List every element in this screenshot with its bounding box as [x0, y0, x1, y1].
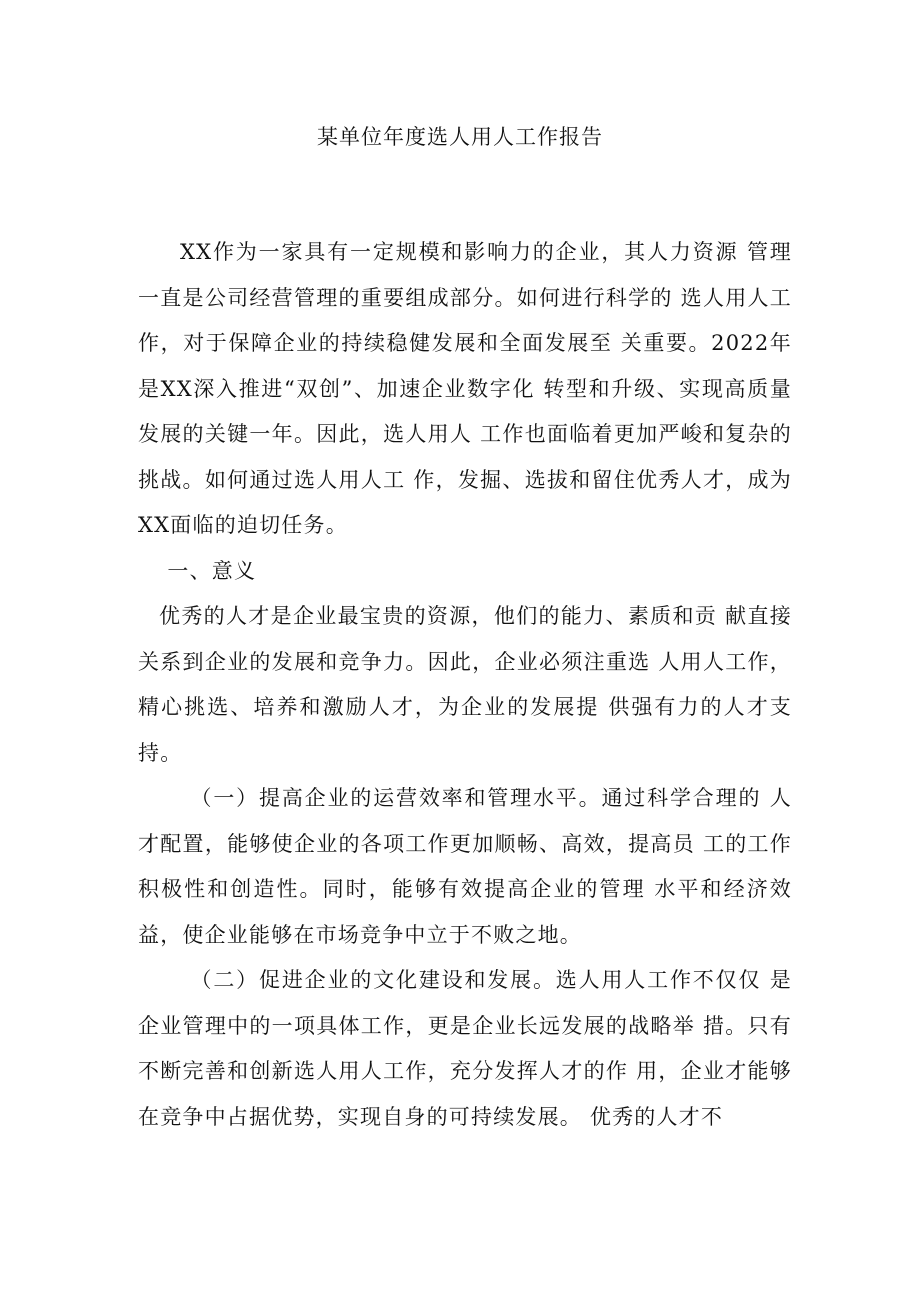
document-body: [138, 230, 792, 1140]
paragraph-point-two: （二）促进企业的文化建设和发展。选人用人工作不仅仅 是企业管理中的一项具体工作，更是企业长远发展的战略举 措。只有不断完善和创新选人用人工作，充分发挥人才的作 用，企业才能够在竞争中占据优势，实现自身的可持续发展。 优秀的人才不: [138, 968, 792, 1129]
paragraph-point-one: （一）提高企业的运营效率和管理水平。通过科学合理的 人才配置，能够使企业的各项工作更加顺畅、高效，提高员 工的工作积极性和创造性。同时，能够有效提高企业的管理 水平和经济效益，使企业能够在市场竞争中立于不败之地。: [138, 786, 792, 947]
paragraph-intro: XX作为一家具有一定规模和影响力的企业，其人力资源 管理一直是公司经营管理的重要组成部分。如何进行科学的 选人用人工作，对于保障企业的持续稳健发展和全面发展至 关重要。2022年是XX深入推进“双创”、加速企业数字化 转型和升级、实现高质量发展的关键一年。因此，选人用人 工作也面临着更加严峻和复杂的挑战。如何通过选人用人工 作，发掘、选拔和留住优秀人才，成为XX面临的迫切任务。: [138, 240, 792, 537]
section-heading-significance: 一、意义: [167, 558, 257, 583]
paragraph-significance: 优秀的人才是企业最宝贵的资源，他们的能力、素质和贡 献直接关系到企业的发展和竞争力。因此，企业必须注重选 人用人工作，精心挑选、培养和激励人才，为企业的发展提 供强有力的人才支持。: [138, 604, 792, 765]
document-title: 某单位年度选人用人工作报告: [317, 125, 603, 149]
